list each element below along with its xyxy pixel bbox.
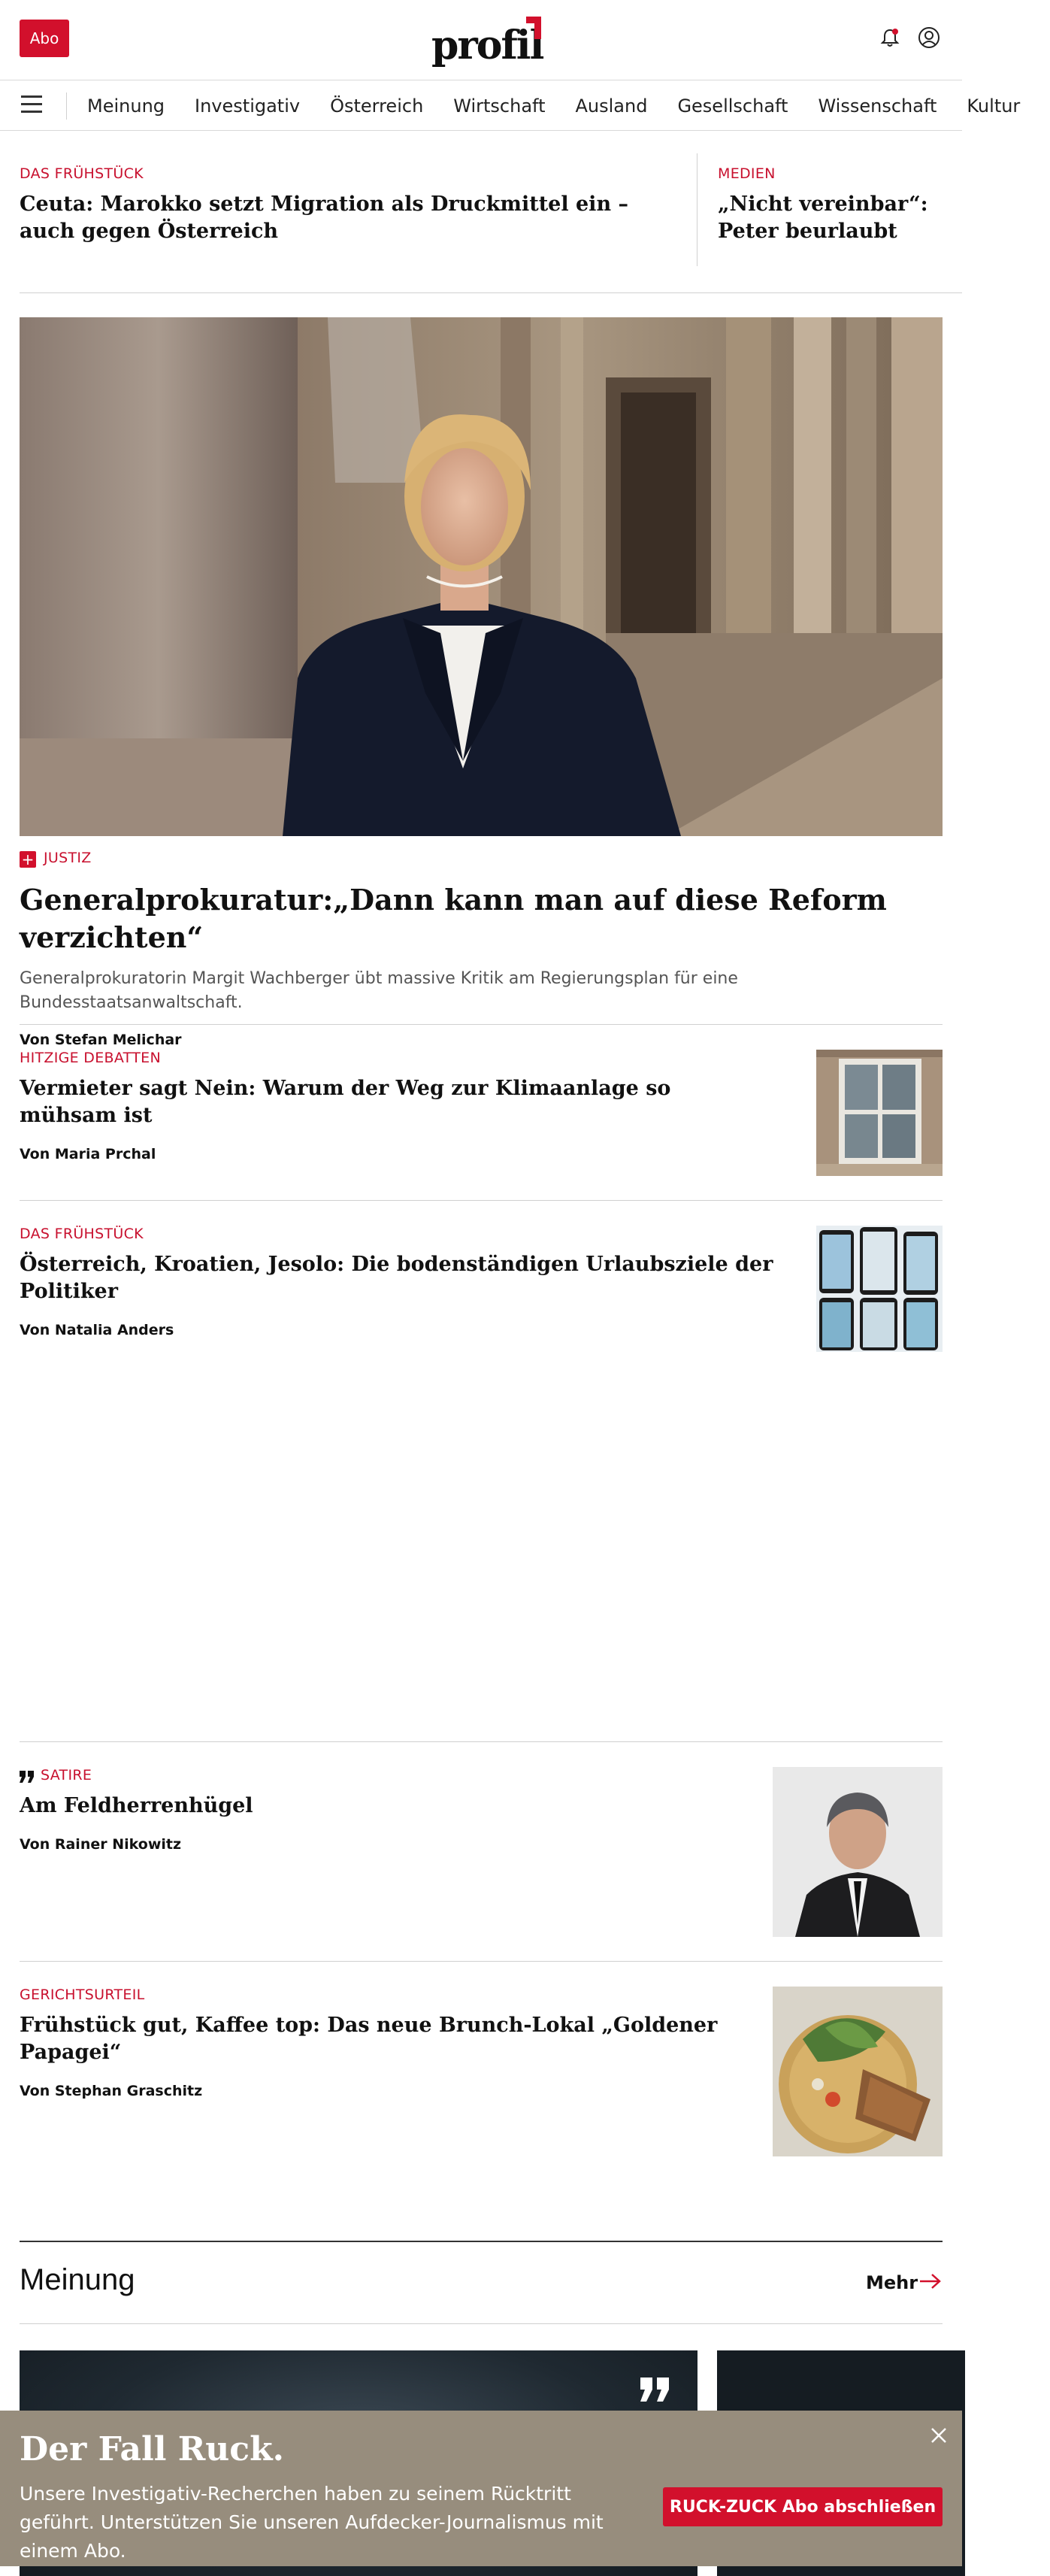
teaser-kicker: DAS FRÜHSTÜCK [20,165,144,182]
profil-logo[interactable] [431,14,544,68]
article-kicker: GERICHTSURTEIL [20,1987,145,2003]
phones-collage [816,1226,943,1352]
nav-item-meinung[interactable]: Meinung [87,95,165,117]
subscription-banner [0,2411,962,2566]
main-nav [0,80,1021,131]
top-teaser[interactable] [20,165,666,245]
article-kicker: SATIRE [41,1767,92,1784]
nav-item-kultur[interactable]: Kultur [967,95,1021,117]
teaser-title[interactable] [718,191,966,245]
article-thumbnail[interactable] [816,1226,943,1352]
article-thumbnail[interactable] [773,1987,943,2156]
portrait-photo [773,1767,943,1937]
list-item [20,1050,943,1162]
abo-button[interactable]: Abo [20,20,69,57]
divider [20,1200,943,1201]
logo-mark [526,17,541,39]
hero-author[interactable]: Von Stefan Melichar [20,1031,182,1048]
mehr-link[interactable]: Mehr [866,2272,918,2293]
divider [20,1741,943,1742]
nav-separator [66,92,67,120]
user-icon[interactable] [917,26,941,50]
teaser-kicker: MEDIEN [718,165,776,182]
bell-icon[interactable] [878,26,902,50]
list-item [20,1226,943,1338]
banner-title: Der Fall Ruck. [20,2430,284,2468]
divider [20,1024,943,1025]
nav-item-ausland[interactable]: Ausland [575,95,648,117]
article-kicker: HITZIGE DEBATTEN [20,1050,161,1066]
window-photo [816,1050,943,1176]
article-title[interactable]: Frühstück gut, Kaffee top: Das neue Brunch-Lokal „Goldener Papagei“ [20,2014,718,2064]
article-title[interactable]: Österreich, Kroatien, Jesolo: Die bodenständigen Urlaubsziele der Politiker [20,1253,773,1303]
article-kicker: DAS FRÜHSTÜCK [20,1226,144,1242]
quote-icon [640,2377,670,2402]
divider [20,2323,943,2324]
top-teaser-row [20,150,962,293]
hamburger-icon[interactable] [21,95,42,115]
divider [20,1961,943,1962]
logo-text: profil [431,23,543,68]
nav-item-investigativ[interactable]: Investigativ [195,95,301,117]
subscribe-button[interactable]: RUCK-ZUCK Abo abschließen [663,2487,943,2526]
article-author[interactable]: Von Maria Prchal [20,1146,156,1162]
hero-image[interactable] [20,317,943,836]
article-title[interactable]: Vermieter sagt Nein: Warum der Weg zur Klimaanlage so mühsam ist [20,1077,671,1127]
hero-article [20,850,943,1048]
nav-item-wissenschaft[interactable]: Wissenschaft [818,95,937,117]
nav-item-gesellschaft[interactable]: Gesellschaft [677,95,788,117]
section-rule [20,2241,943,2242]
site-header [0,0,962,81]
hero-kicker: JUSTIZ [44,850,92,866]
article-author[interactable]: Von Natalia Anders [20,1322,174,1338]
teaser-title[interactable]: Ceuta: Marokko setzt Migration als Druckmittel ein – auch gegen Österreich [20,192,628,243]
hero-lead: Generalprokuratorin Margit Wachberger übt massive Kritik am Regierungsplan für eine Bundesstaatsanwaltschaft. [20,968,738,1012]
article-author[interactable]: Von Rainer Nikowitz [20,1836,182,1853]
close-icon[interactable] [929,2426,949,2445]
plus-icon: + [20,851,36,868]
brunch-photo [773,1987,943,2156]
article-thumbnail[interactable] [816,1050,943,1176]
arrow-right-icon[interactable] [918,2271,943,2292]
hero-photo [20,317,943,836]
article-title[interactable]: Am Feldherrenhügel [20,1794,253,1817]
top-teaser[interactable] [718,165,966,245]
article-author[interactable]: Von Stephan Graschitz [20,2083,203,2099]
section-title: Meinung [20,2263,135,2296]
nav-item-oesterreich[interactable]: Österreich [330,95,424,117]
quote-icon [20,1771,35,1783]
banner-text: Unsere Investigativ-Recherchen haben zu seinem Rücktritt geführt. Unterstützen Sie unseren Aufdecker-Journalismus mit einem Abo. [20,2483,604,2562]
teaser-title-text: „Nicht vereinbar“: Peter beurlaubt [718,192,928,243]
author-portrait[interactable] [773,1767,943,1937]
nav-item-wirtschaft[interactable]: Wirtschaft [453,95,546,117]
hero-title[interactable]: Generalprokuratur:„Dann kann man auf diese Reform verzichten“ [20,882,887,954]
